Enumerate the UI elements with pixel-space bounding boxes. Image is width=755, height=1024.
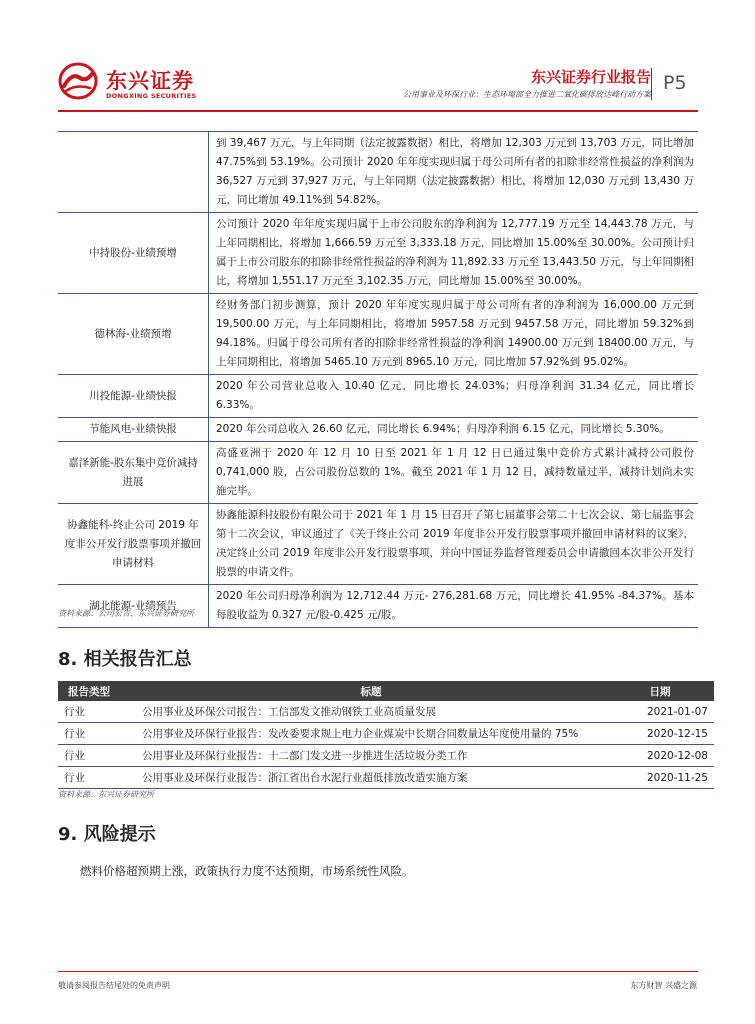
related-reports-table bbox=[58, 681, 714, 789]
report-type: 行业 bbox=[58, 701, 136, 723]
table-row bbox=[58, 375, 698, 418]
table-row bbox=[58, 504, 698, 585]
table-header-row bbox=[58, 681, 714, 701]
risk-warning-text: 燃料价格超预期上涨，政策执行力度不达预期，市场系统性风险。 bbox=[80, 864, 414, 878]
report-title: 东兴证券行业报告 bbox=[530, 68, 651, 86]
company-event-cell bbox=[58, 132, 209, 213]
announcement-content: 公司预计 2020 年年度实现归属于上市公司股东的净利润为 12,777.19 万元至 14,443.78 万元，与上年同期相比，将增加 1,666.59 万元至 3,333.18 万元，同比增加 15.00%至 30.00%。公司预计归属于上市公司股东的扣除非经常性损益的净利润为 11,892.33 万元至 13,443.50 万元，与上年同期相比，将增加 1,551.17 万元至 3,102.35 万元，同比增加 15.00%至 30.00%。 bbox=[209, 213, 699, 294]
header-rule bbox=[58, 110, 698, 112]
table-row bbox=[58, 213, 698, 294]
company-event-cell: 德林海-业绩预增 bbox=[58, 294, 209, 375]
company-event-cell: 川投能源-业绩快报 bbox=[58, 375, 209, 418]
announcement-table bbox=[58, 131, 698, 628]
report-date: 2020-11-25 bbox=[606, 767, 714, 789]
report-type: 行业 bbox=[58, 745, 136, 767]
section-8-title: 8. 相关报告汇总 bbox=[58, 649, 192, 670]
table-row bbox=[58, 585, 698, 628]
logo-text-cn: 东兴证券 bbox=[106, 69, 194, 93]
announcement-content: 2020 年公司归母净利润为 12,712.44 万元- 276,281.68 万元，同比增长 41.95% -84.37%。基本每股收益为 0.327 元/股-0.425 元/股。 bbox=[209, 585, 699, 628]
table-row bbox=[58, 723, 714, 745]
table-row bbox=[58, 745, 714, 767]
footer-disclaimer: 敬请参阅报告结尾处的免责声明 bbox=[58, 981, 170, 990]
page-number: P5 bbox=[663, 72, 687, 94]
company-event-cell: 嘉泽新能-股东集中竞价减持进展 bbox=[58, 442, 209, 504]
report-title-link[interactable]: 公用事业及环保公司报告：工信部发文推动钢铁工业高质量发展 bbox=[136, 701, 606, 723]
footer-slogan: 东方财智 兴盛之源 bbox=[630, 981, 697, 990]
table-row bbox=[58, 701, 714, 723]
report-title-link[interactable]: 公用事业及环保行业报告：浙江省出台水泥行业超低排放改造实施方案 bbox=[136, 767, 606, 789]
report-type: 行业 bbox=[58, 767, 136, 789]
table-row bbox=[58, 132, 698, 213]
announcement-content: 到 39,467 万元，与上年同期（法定披露数据）相比，将增加 12,303 万元到 13,703 万元，同比增加 47.75%到 53.19%。公司预计 2020 年年度实现归属于母公司所有者的扣除非经常性损益的净利润为 36,527 万元到 37,927 万元，与上年同期（法定披露数据）相比，将增加 12,030 万元到 13,430 万元，同比增加 49.11%到 54.82%。 bbox=[209, 132, 699, 213]
announcement-content: 经财务部门初步测算，预计 2020 年年度实现归属于母公司所有者的净利润为 16,000.00 万元到 19,500.00 万元，与上年同期相比，将增加 5957.58 万元到 9457.58 万元，同比增加 59.32%到 94.18%。归属于母公司所有者的扣除非经常性损益的净利润 14900.00 万元到 18400.00 万元，与上年同期相比，将增加 5465.10 万元到 8965.10 万元，同比增加 57.92%到 95.02%。 bbox=[209, 294, 699, 375]
report-title-link[interactable]: 公用事业及环保行业报告：发改委要求规上电力企业煤炭中长期合同数量达年度使用量的 75% bbox=[136, 723, 606, 745]
announcement-content: 协鑫能源科技股份有限公司于 2021 年 1 月 15 日召开了第七届董事会第二十七次会议、第七届监事会第十二次会议，审议通过了《关于终止公司 2019 年度非公开发行股票事项并撤回申请材料的议案》，决定终止公司 2019 年度非公开发行股票事项，并向中国证券监督管理委员会申请撤回本次非公开发行股票的申请文件。 bbox=[209, 504, 699, 585]
report-date: 2020-12-15 bbox=[606, 723, 714, 745]
column-header-title: 标题 bbox=[136, 681, 606, 701]
section-9-title: 9. 风险提示 bbox=[58, 824, 156, 845]
table-row bbox=[58, 767, 714, 789]
table-row bbox=[58, 294, 698, 375]
report-date: 2021-01-07 bbox=[606, 701, 714, 723]
announcement-content: 高盛亚洲于 2020 年 12 月 10 日至 2021 年 1 月 12 日已通过集中竞价方式累计减持公司股份 0,741,000 股，占公司股份总数的 1%。截至 2021 年 1 月 12 日，减持数量过半，减持计划尚未实施完毕。 bbox=[209, 442, 699, 504]
announcement-content: 2020 年公司营业总收入 10.40 亿元，同比增长 24.03%；归母净利润 31.34 亿元，同比增长 6.33%。 bbox=[209, 375, 699, 418]
announcement-content: 2020 年公司总收入 26.60 亿元，同比增长 6.94%；归母净利润 6.15 亿元，同比增长 5.30%。 bbox=[209, 418, 699, 442]
report-type: 行业 bbox=[58, 723, 136, 745]
logo-text-en: DONGXING SECURITIES bbox=[106, 92, 197, 100]
table-row bbox=[58, 418, 698, 442]
report-subtitle: 公用事业及环保行业：生态环境部全力推进二氧化碳排放达峰行动方案 bbox=[403, 90, 651, 99]
company-event-cell: 湖北能源-业绩预告 bbox=[58, 585, 209, 628]
announcement-source: 资料来源：公司公告、东兴证券研究所 bbox=[58, 609, 194, 618]
table-row bbox=[58, 442, 698, 504]
company-event-cell: 节能风电-业绩快报 bbox=[58, 418, 209, 442]
company-event-cell: 协鑫能科-终止公司 2019 年度非公开发行股票事项并撤回申请材料 bbox=[58, 504, 209, 585]
column-header-date: 日期 bbox=[606, 681, 714, 701]
logo-emblem-icon bbox=[58, 62, 98, 100]
column-header-type: 报告类型 bbox=[58, 681, 136, 701]
reports-source: 资料来源：东兴证券研究所 bbox=[58, 790, 154, 799]
report-title-link[interactable]: 公用事业及环保行业报告：十二部门发文进一步推进生活垃圾分类工作 bbox=[136, 745, 606, 767]
page-header bbox=[0, 0, 755, 110]
company-logo bbox=[58, 62, 208, 102]
header-divider bbox=[651, 68, 652, 100]
company-event-cell: 中持股份-业绩预增 bbox=[58, 213, 209, 294]
report-date: 2020-12-08 bbox=[606, 745, 714, 767]
footer-rule bbox=[58, 971, 698, 972]
